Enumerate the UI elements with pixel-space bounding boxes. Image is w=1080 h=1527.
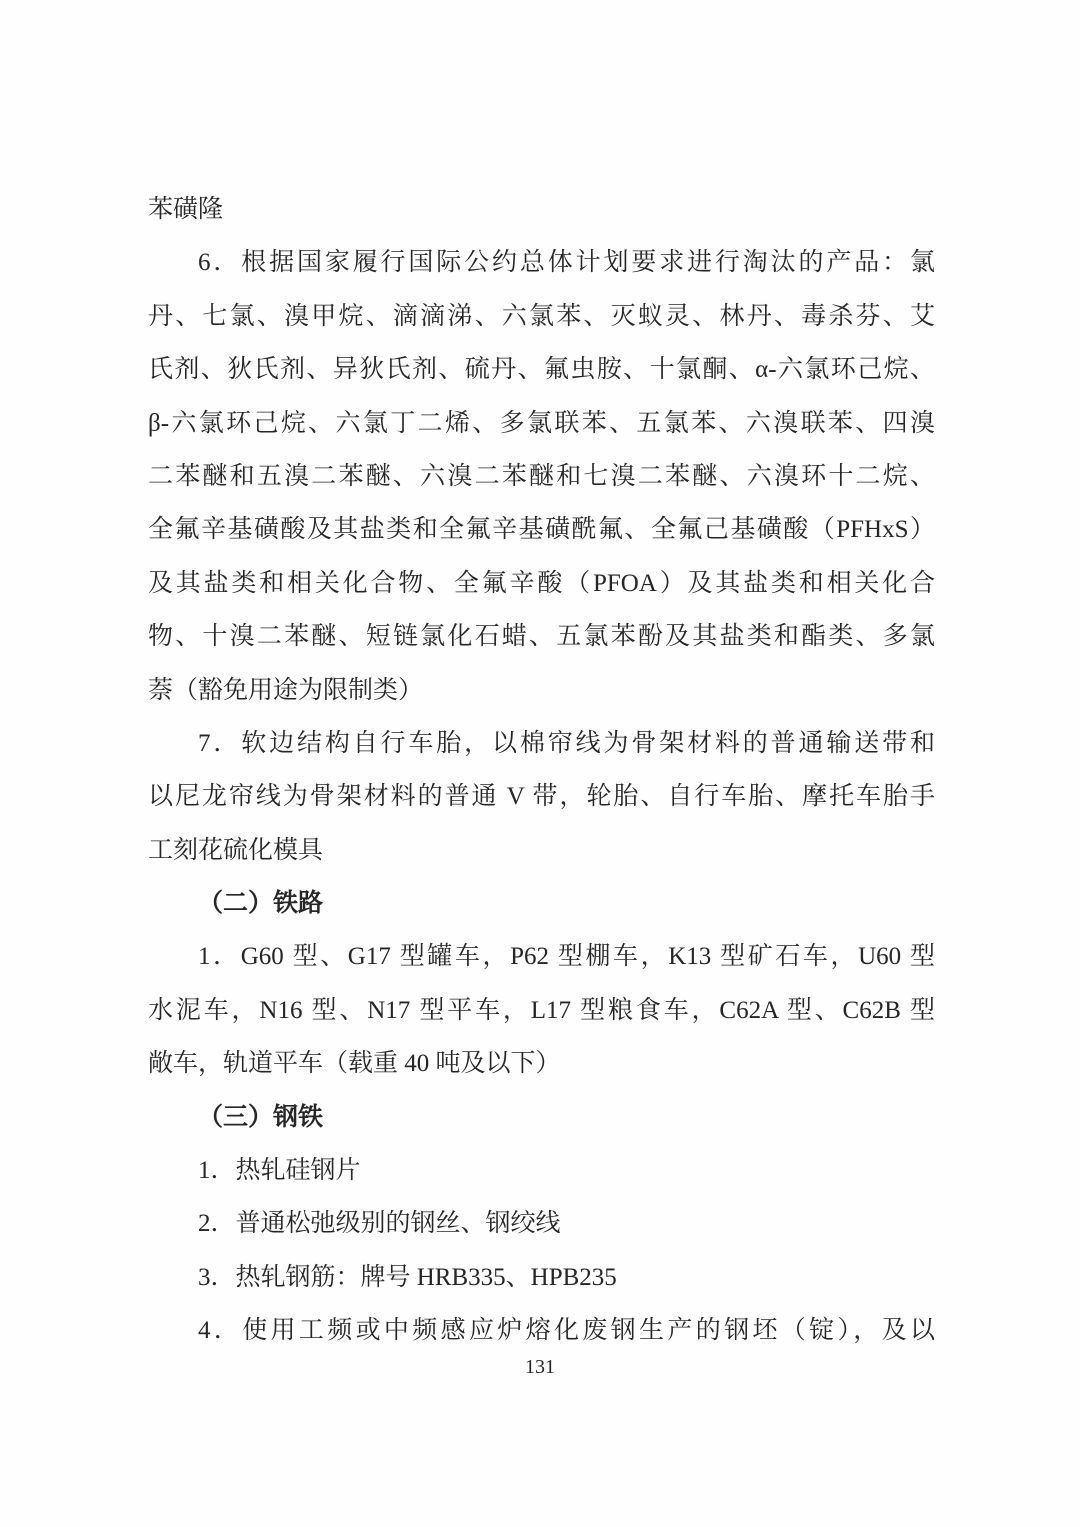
doc-line-item-7-end: 工刻花硫化模具 xyxy=(148,836,324,864)
doc-line-steel-item-2: 2．普通松弛级别的钢丝、钢绞线 xyxy=(198,1210,561,1238)
doc-line-paragraph-continuation: 苯磺隆 xyxy=(148,196,224,223)
doc-line: 二苯醚和五溴二苯醚、六溴二苯醚和七溴二苯醚、六溴环十二烷、 xyxy=(148,462,935,490)
doc-line-steel-item-3: 3．热轧钢筋：牌号 HRB335、HPB235 xyxy=(198,1263,617,1291)
doc-line: 以尼龙帘线为骨架材料的普通 V 带，轮胎、自行车胎、摩托车胎手 xyxy=(148,783,935,811)
doc-line-railway-item-1-start: 1．G60 型、G17 型罐车，P62 型棚车，K13 型矿石车，U60 型 xyxy=(198,943,935,971)
doc-line-steel-item-4-start: 4．使用工频或中频感应炉熔化废钢生产的钢坯（锭），及以 xyxy=(198,1317,935,1345)
doc-line: 及其盐类和相关化合物、全氟辛酸（PFOA）及其盐类和相关化合 xyxy=(148,569,935,597)
doc-line-item-6-end: 萘（豁免用途为限制类） xyxy=(148,676,424,704)
page-number: 131 xyxy=(525,1356,555,1378)
doc-line: 氏剂、狄氏剂、异狄氏剂、硫丹、氟虫胺、十氯酮、α-六氯环己烷、 xyxy=(148,356,935,384)
doc-line-item-7-start: 7．软边结构自行车胎，以棉帘线为骨架材料的普通输送带和 xyxy=(198,729,935,757)
doc-line: 丹、七氯、溴甲烷、滴滴涕、六氯苯、灭蚁灵、林丹、毒杀芬、艾 xyxy=(148,302,935,330)
doc-line-railway-item-1-end: 敞车，轨道平车（载重 40 吨及以下） xyxy=(148,1050,561,1078)
doc-line: 物、十溴二苯醚、短链氯化石蜡、五氯苯酚及其盐类和酯类、多氯 xyxy=(148,623,935,651)
section-heading-railway: （二）铁路 xyxy=(198,890,324,918)
section-heading-steel: （三）钢铁 xyxy=(198,1103,324,1131)
doc-line: 全氟辛基磺酸及其盐类和全氟辛基磺酰氟、全氟己基磺酸（PFHxS） xyxy=(148,516,935,544)
doc-line: 水泥车，N16 型、N17 型平车，L17 型粮食车，C62A 型、C62B 型 xyxy=(148,996,935,1024)
doc-line: β-六氯环己烷、六氯丁二烯、多氯联苯、五氯苯、六溴联苯、四溴 xyxy=(148,409,935,437)
doc-line-item-6-start: 6．根据国家履行国际公约总体计划要求进行淘汰的产品：氯 xyxy=(198,249,935,277)
document-body xyxy=(148,183,935,1358)
doc-line-steel-item-1: 1．热轧硅钢片 xyxy=(198,1157,361,1185)
